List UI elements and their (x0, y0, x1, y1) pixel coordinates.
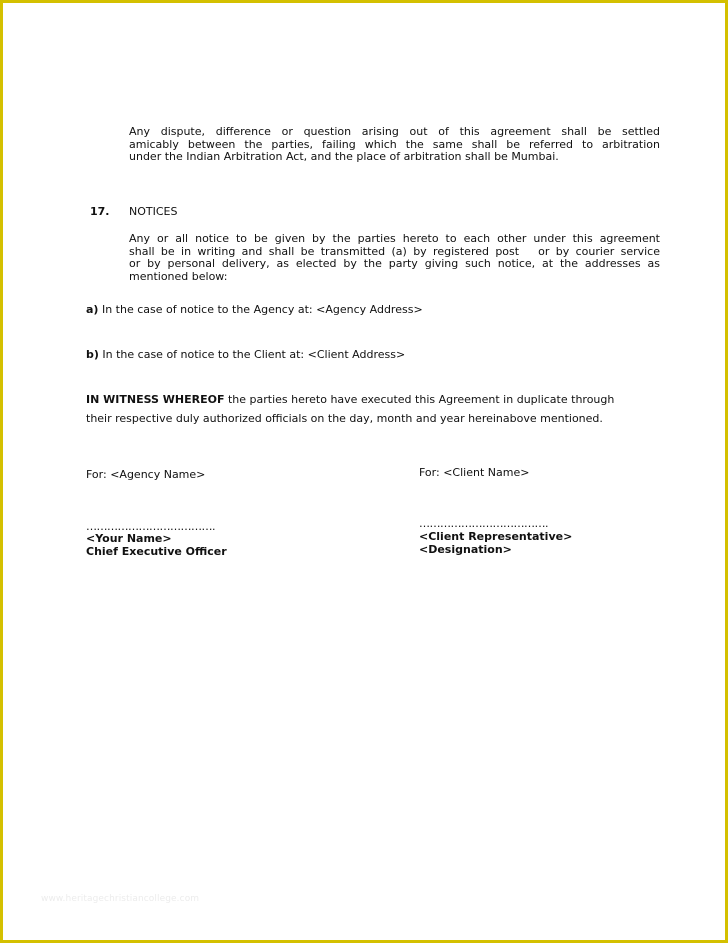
witness-line-2: their respective duly authorized officials on the day, month and year hereinabove mentioned. (86, 412, 603, 425)
client-signature-dots: ………………………………. (419, 517, 548, 530)
notices-line-1: Any or all notice to be given by the parties hereto to each other under this agreement (129, 232, 660, 245)
agency-for-label: For: <Agency Name> (86, 468, 206, 481)
agency-signatory-title: Chief Executive Officer (86, 545, 227, 558)
item-a-marker: a) (86, 303, 99, 316)
witness-line-1 (86, 394, 614, 407)
client-signatory-title: <Designation> (419, 543, 512, 556)
dispute-line-1: Any dispute, difference or question arising out of this agreement shall be settled (129, 125, 660, 138)
dispute-line-3: under the Indian Arbitration Act, and the place of arbitration shall be Mumbai. (129, 150, 559, 164)
notices-paragraph (129, 233, 660, 283)
client-for-label: For: <Client Name> (419, 466, 530, 479)
agency-signatory-name: <Your Name> (86, 532, 172, 545)
client-signatory-name: <Client Representative> (419, 530, 573, 543)
watermark-text: www.heritagechristiancollege.com (41, 894, 200, 904)
dispute-paragraph (129, 126, 660, 164)
notices-line-4: mentioned below: (129, 269, 228, 283)
dispute-line-2: amicably between the parties, failing which the same shall be referred to arbitration (129, 137, 660, 151)
item-a-text: In the case of notice to the Agency at: <Agency Address> (98, 303, 423, 316)
witness-bold: IN WITNESS WHEREOF (86, 393, 225, 406)
item-b-marker: b) (86, 348, 99, 361)
notices-line-2: shall be in writing and shall be transmitted (a) by registered post or by courier service (129, 244, 660, 258)
notice-item-agency (86, 304, 423, 317)
notice-item-client (86, 349, 405, 362)
witness-line1-rest: the parties hereto have executed this Agreement in duplicate through (224, 393, 615, 406)
section-title: NOTICES (129, 205, 178, 218)
item-b-text: In the case of notice to the Client at: <Client Address> (98, 348, 406, 361)
section-number: 17. (90, 205, 110, 218)
notices-line-3: or by personal delivery, as elected by the party giving such notice, at the addresses as (129, 257, 660, 271)
agency-signature-dots: ………………………………. (86, 520, 215, 533)
